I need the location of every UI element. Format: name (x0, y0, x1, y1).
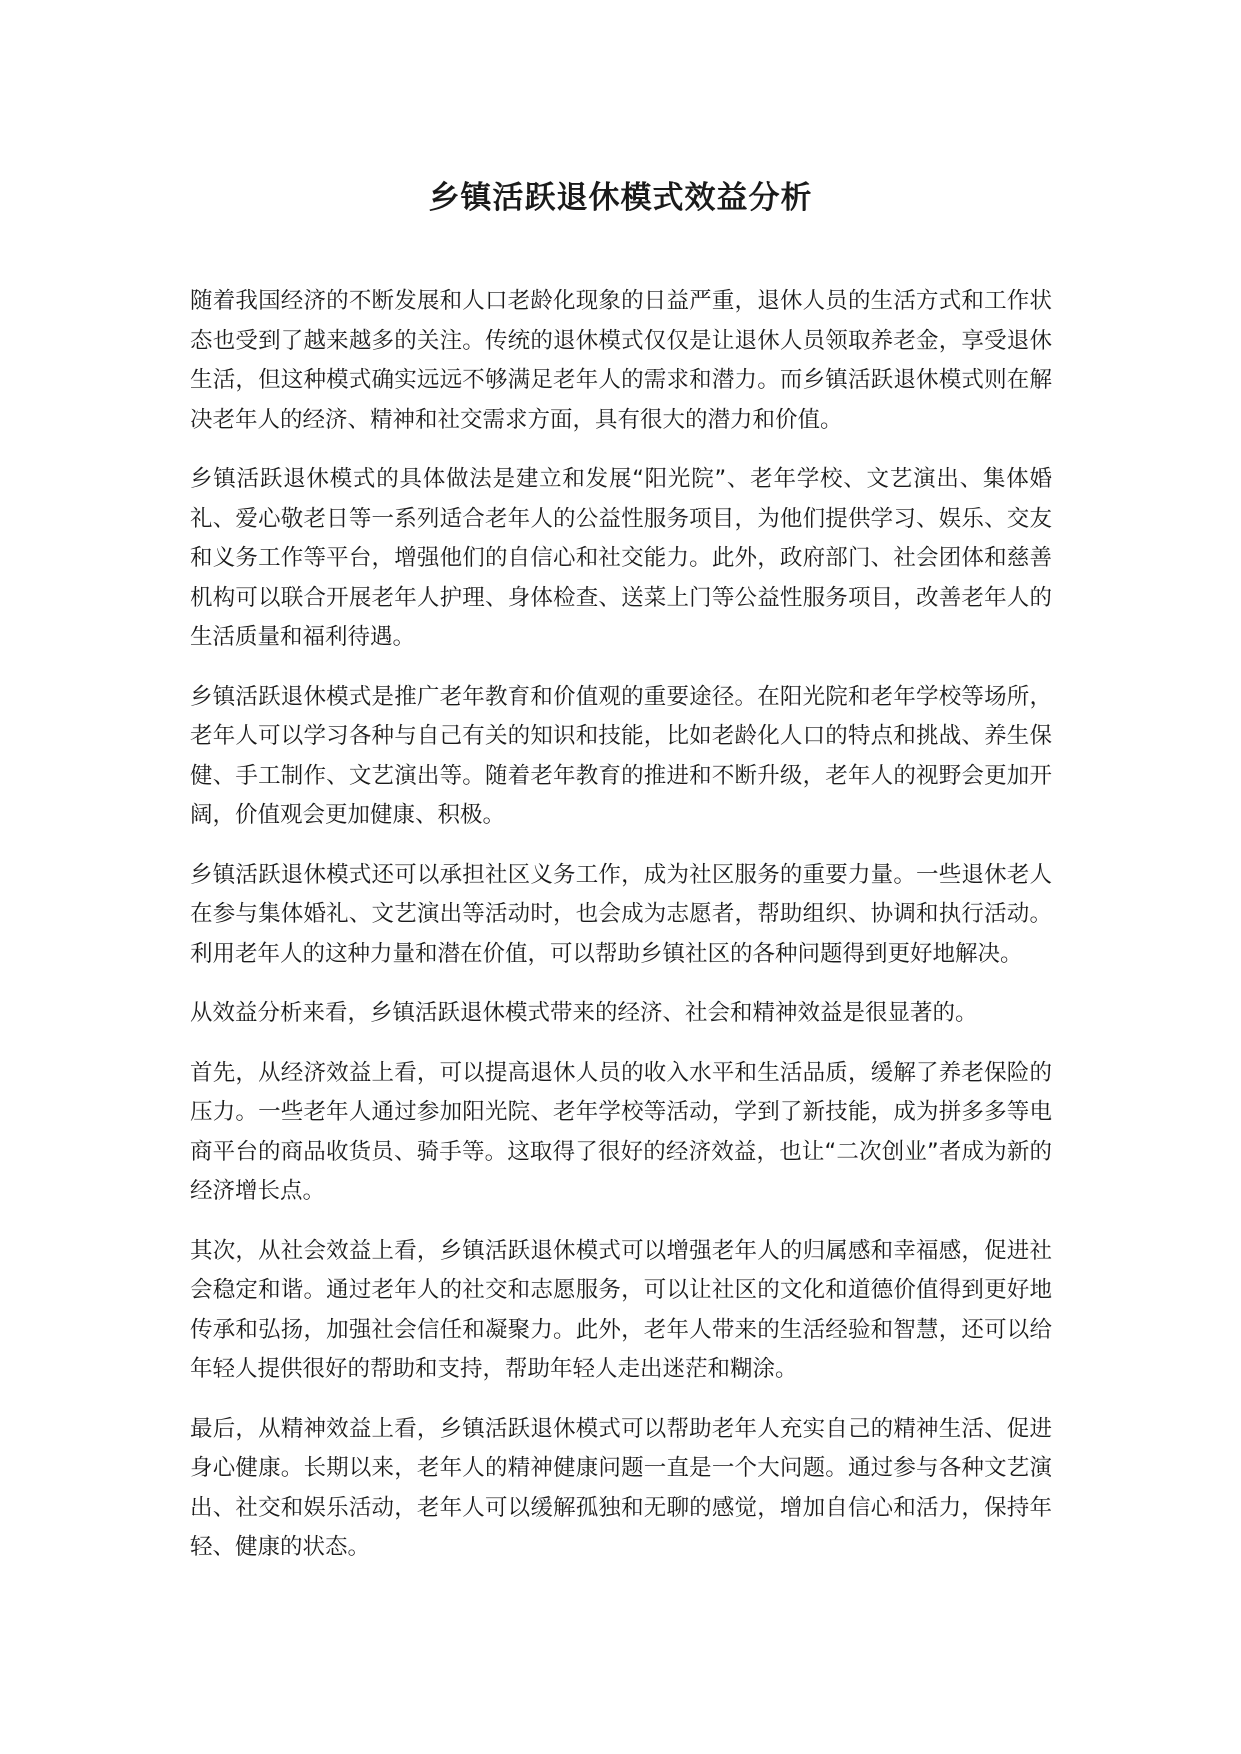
document-title: 乡镇活跃退休模式效益分析 (428, 180, 813, 216)
paragraph-8: 最后，从精神效益上看，乡镇活跃退休模式可以帮助老年人充实自己的精神生活、促进身心健康。长期以来，老年人的精神健康问题一直是一个大问题。通过参与各种文艺演出、社交和娱乐活动，老年人可以缓解孤独和无聊的感觉，增加自信心和活力，保持年轻、健康的状态。 (190, 1415, 1052, 1560)
paragraph-4: 乡镇活跃退休模式还可以承担社区义务工作，成为社区服务的重要力量。一些退休老人在参与集体婚礼、文艺演出等活动时，也会成为志愿者，帮助组织、协调和执行活动。利用老年人的这种力量和潜在价值，可以帮助乡镇社区的各种问题得到更好地解决。 (190, 861, 1052, 967)
paragraph-2: 乡镇活跃退休模式的具体做法是建立和发展“阳光院”、老年学校、文艺演出、集体婚礼、爱心敬老日等一系列适合老年人的公益性服务项目，为他们提供学习、娱乐、交友和义务工作等平台，增强他们的自信心和社交能力。此外，政府部门、社会团体和慈善机构可以联合开展老年人护理、身体检查、送菜上门等公益性服务项目，改善老年人的生活质量和福利待遇。 (190, 466, 1052, 650)
paragraph-1: 随着我国经济的不断发展和人口老龄化现象的日益严重，退休人员的生活方式和工作状态也受到了越来越多的关注。传统的退休模式仅仅是让退休人员领取养老金，享受退休生活，但这种模式确实远远不够满足老年人的需求和潜力。而乡镇活跃退休模式则在解决老年人的经济、精神和社交需求方面，具有很大的潜力和价值。 (190, 288, 1052, 433)
paragraph-7: 其次，从社会效益上看，乡镇活跃退休模式可以增强老年人的归属感和幸福感，促进社会稳定和谐。通过老年人的社交和志愿服务，可以让社区的文化和道德价值得到更好地传承和弘扬，加强社会信任和凝聚力。此外，老年人带来的生活经验和智慧，还可以给年轻人提供很好的帮助和支持，帮助年轻人走出迷茫和糊涂。 (190, 1237, 1052, 1382)
paragraph-5: 从效益分析来看，乡镇活跃退休模式带来的经济、社会和精神效益是很显著的。 (190, 1000, 978, 1026)
paragraph-3: 乡镇活跃退休模式是推广老年教育和价值观的重要途径。在阳光院和老年学校等场所，老年人可以学习各种与自己有关的知识和技能，比如老龄化人口的特点和挑战、养生保健、手工制作、文艺演出等。随着老年教育的推进和不断升级，老年人的视野会更加开阔，价值观会更加健康、积极。 (190, 683, 1052, 828)
paragraph-6: 首先，从经济效益上看，可以提高退休人员的收入水平和生活品质，缓解了养老保险的压力。一些老年人通过参加阳光院、老年学校等活动，学到了新技能，成为拼多多等电商平台的商品收货员、骑手等。这取得了很好的经济效益，也让“二次创业”者成为新的经济增长点。 (190, 1059, 1052, 1204)
document-body (190, 282, 1052, 1588)
